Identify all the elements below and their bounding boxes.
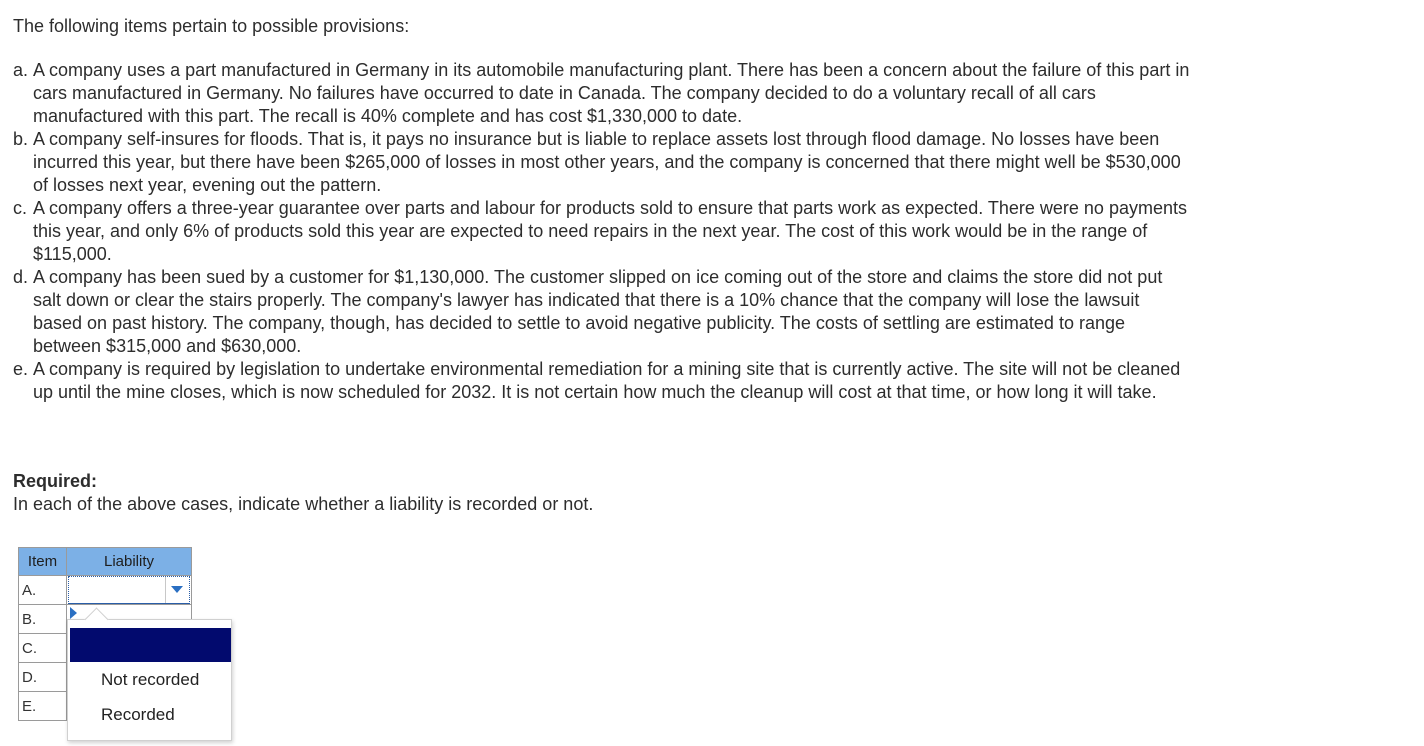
item-marker: d. [13, 267, 29, 287]
list-item [13, 266, 1193, 358]
intro-text: The following items pertain to possible provisions: [13, 16, 410, 36]
item-marker: b. [13, 129, 29, 149]
table-row [19, 576, 192, 605]
liability-select-a[interactable] [68, 576, 190, 604]
dropdown-option-not-recorded[interactable]: Not recorded [101, 670, 200, 689]
item-text: A company uses a part manufactured in Germany in its automobile manufacturing plant. There has been a concern about the failure of this part in cars manufactured in Germany. No failures have occurred to date in Canada. The company decided to do a voluntary recall of all cars manufactured with this part. The recall is 40% complete and has cost $1,330,000 to date. [33, 60, 1190, 126]
item-text: A company offers a three-year guarantee over parts and labour for products sold to ensure that parts work as expected. There were no payments this year, and only 6% of products sold this year are expected to need repairs in the next year. The cost of this work would be in the range of $115,000. [33, 198, 1187, 264]
item-marker: e. [13, 359, 29, 379]
required-heading: Required: [13, 471, 98, 491]
item-label: E. [19, 692, 67, 721]
item-text: A company self-insures for floods. That is, it pays no insurance but is liable to replace assets lost through flood damage. No losses have been incurred this year, but there have been $265,000 of losses in most other years, and the company is concerned that there might well be $530,000 of losses next year, evening out the pattern. [33, 129, 1181, 195]
select-focus-outline [69, 603, 189, 604]
dropdown-option-blank[interactable] [70, 628, 231, 662]
item-label: B. [19, 605, 67, 634]
liability-column-header: Liability [67, 548, 192, 576]
instruction-text: In each of the above cases, indicate whether a liability is recorded or not. [13, 494, 594, 514]
item-column-header: Item [19, 548, 67, 576]
item-marker: a. [13, 60, 29, 80]
liability-dropdown-menu [67, 619, 232, 741]
item-text: A company has been sued by a customer for $1,130,000. The customer slipped on ice coming out of the store and claims the store did not put salt down or clear the stairs properly. The company's lawyer has indicated that there is a 10% chance that the company will lose the lawsuit based on past history. The company, though, has decided to settle to avoid negative publicity. The costs of settling are estimated to range between $315,000 and $630,000. [33, 267, 1163, 356]
item-label: A. [19, 576, 67, 605]
liability-cell [67, 576, 192, 605]
item-text: A company is required by legislation to undertake environmental remediation for a mining site that is currently active. The site will not be cleaned up until the mine closes, which is now scheduled for 2032. It is not certain how much the cleanup will cost at that time, or how long it will take. [33, 359, 1181, 402]
list-item [13, 128, 1193, 197]
item-label: C. [19, 634, 67, 663]
list-item [13, 358, 1193, 404]
list-item [13, 197, 1193, 266]
provision-items-list [13, 59, 1193, 404]
item-label: D. [19, 663, 67, 692]
select-divider [165, 577, 166, 603]
caret-right-icon [70, 607, 77, 619]
item-marker: c. [13, 198, 28, 218]
list-item [13, 59, 1193, 128]
dropdown-option-recorded[interactable]: Recorded [101, 705, 175, 724]
table-header-row [19, 548, 192, 576]
dropdown-arrow-icon[interactable] [171, 586, 183, 593]
